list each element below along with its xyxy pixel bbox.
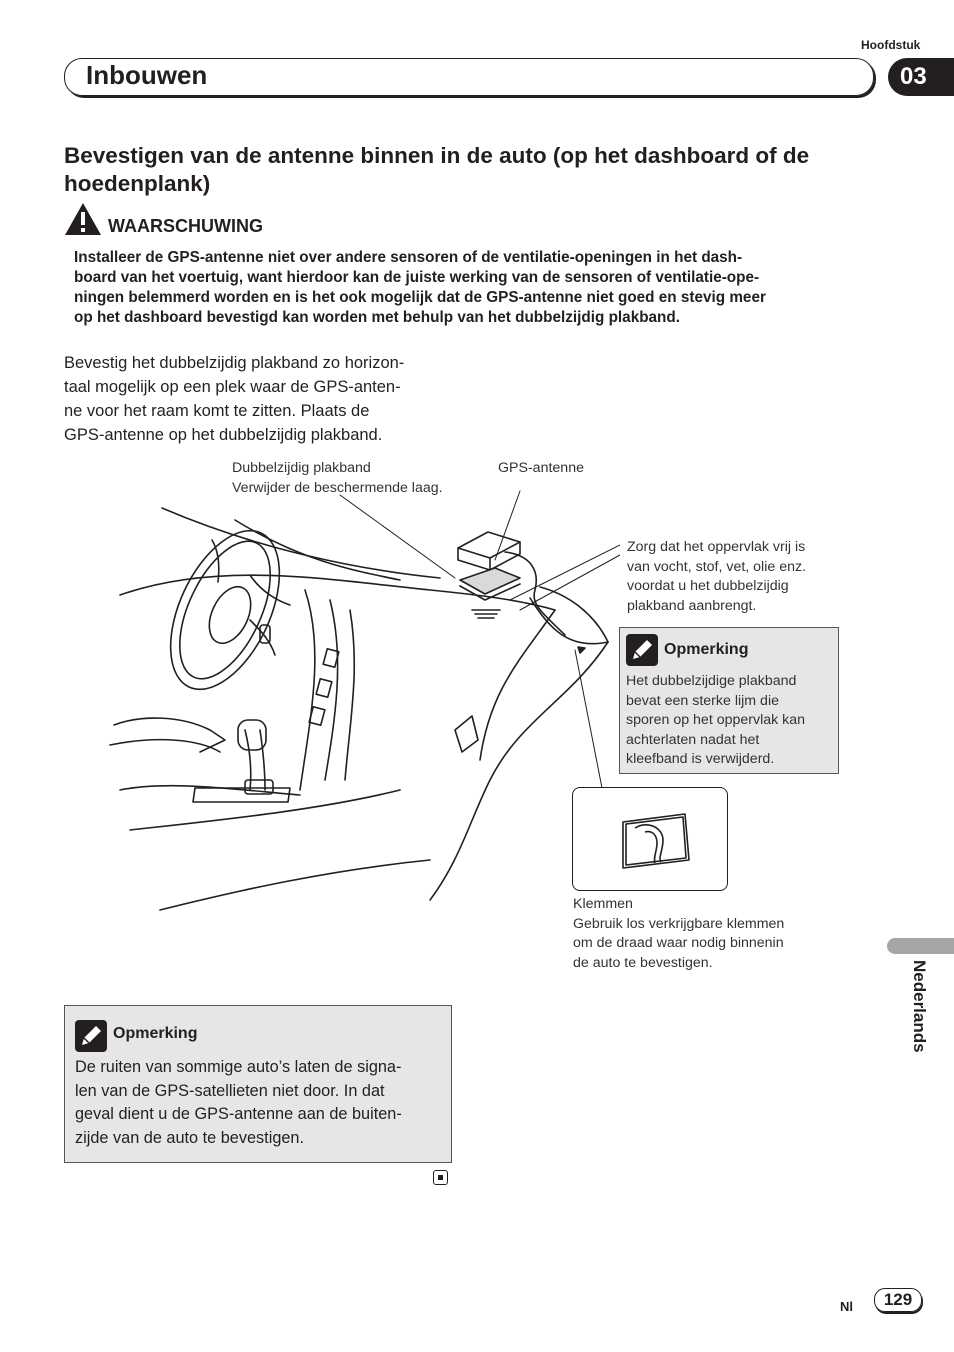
warning-text [74, 248, 904, 328]
inner-note-line: bevat een sterke lijm die [626, 692, 779, 709]
surface-note [627, 538, 806, 616]
bottom-note-line: De ruiten van sommige auto’s laten de signa- [75, 1058, 402, 1076]
inner-note-line: Het dubbelzijdige plakband [626, 673, 797, 689]
page-title: Inbouwen [86, 60, 208, 90]
chapter-label: Hoofdstuk [861, 38, 921, 52]
surface-note-line: Zorg dat het oppervlak vrij is [627, 539, 806, 555]
note-pencil-icon [75, 1020, 107, 1052]
warning-line: Installeer de GPS-antenne niet over andere sensoren of de ventilatie-openingen in het dash- [74, 249, 743, 266]
chapter-number: 03 [888, 58, 954, 96]
surface-note-line: van vocht, stof, vet, olie enz. [627, 558, 807, 575]
inner-note-text [626, 672, 805, 770]
bottom-note-line: len van de GPS-satellieten niet door. In dat [75, 1081, 385, 1100]
note-pencil-icon [626, 634, 658, 666]
inner-note-line: kleefband is verwijderd. [626, 751, 775, 767]
clamp-line: de auto te bevestigen. [573, 954, 713, 971]
section-title: Bevestigen van de antenne binnen in de auto (op het dashboard of de hoedenplank) [64, 143, 810, 196]
warning-line: ningen belemmerd worden en is het ook mogelijk dat de GPS-antenne niet goed en stevig meer [74, 289, 766, 306]
bottom-note-text [75, 1056, 445, 1150]
clamp-illustration [573, 788, 727, 890]
end-of-section-icon [433, 1170, 448, 1185]
intro-line: ne voor het raam komt te zitten. Plaats de [64, 402, 370, 420]
side-language-label: Nederlands [910, 960, 929, 1053]
inner-note-line: sporen op het oppervlak kan [626, 712, 806, 728]
inner-note-heading: Opmerking [664, 641, 749, 658]
antenna-label: GPS-antenne [498, 460, 584, 476]
clamp-title: Klemmen [573, 896, 633, 912]
warning-line: op het dashboard bevestigd kan worden met behulp van het dubbelzijdig plakband. [74, 309, 680, 326]
language-tab [887, 938, 954, 954]
intro-line: GPS-antenne op het dubbelzijdig plakband. [64, 426, 383, 444]
warning-line: board van het voertuig, want hierdoor kan de juiste werking van de sensoren of ventilatie-ope- [74, 269, 760, 286]
clamp-line: om de draad waar nodig binnenin [573, 935, 784, 951]
bottom-note-line: zijde van de auto te bevestigen. [75, 1128, 305, 1147]
language-code: Nl [840, 1299, 853, 1314]
clamp-caption [573, 895, 784, 973]
clamp-illustration-box [572, 787, 728, 891]
warning-label: WAARSCHUWING [108, 216, 263, 236]
page-number: 129 [874, 1288, 922, 1312]
tape-label-line: Dubbelzijdig plakband [232, 460, 371, 476]
bottom-note-line: geval dient u de GPS-antenne aan de buiten- [75, 1105, 402, 1123]
intro-line: taal mogelijk op een plek waar de GPS-anten- [64, 378, 401, 396]
car-interior-illustration [100, 490, 620, 940]
clamp-line: Gebruik los verkrijgbare klemmen [573, 915, 785, 932]
intro-line: Bevestig het dubbelzijdig plakband zo horizon- [64, 354, 405, 372]
intro-paragraph [64, 351, 464, 447]
surface-note-line: plakband aanbrengt. [627, 597, 757, 614]
bottom-note-heading: Opmerking [113, 1025, 198, 1042]
inner-note-line: achterlaten nadat het [626, 731, 760, 748]
warning-triangle-icon [64, 202, 102, 236]
surface-note-line: voordat u het dubbelzijdig [627, 578, 789, 594]
tape-label-line: Verwijder de beschermende laag. [232, 479, 443, 496]
